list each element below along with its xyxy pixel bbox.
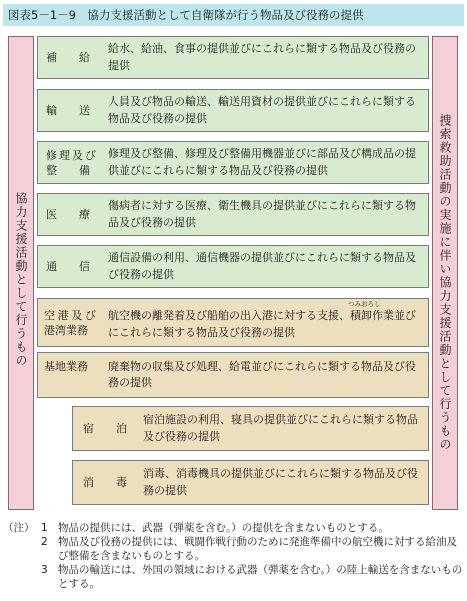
- row-description: 人員及び物品の輸送、輸送用資材の提供並びにこれらに類する物品及び役務の提供: [108, 95, 416, 125]
- row-label: 補 給: [46, 51, 90, 64]
- row-base-operations: [37, 352, 429, 398]
- row-description: 修理及び整備、修理及び整備用機器並びに部品及び構成品の提供並びにこれらに類する物品及び役務の提供: [108, 147, 416, 177]
- row-description: 消毒、消毒機具の提供並びにこれらに類する物品及び役務の提供: [143, 467, 418, 497]
- row-label: 医 療: [46, 208, 90, 221]
- row-label: 消 毒: [83, 476, 127, 489]
- footnotes: [3, 521, 464, 591]
- right-column-category: [432, 36, 458, 510]
- row-label: 宿 泊: [83, 422, 127, 435]
- footnote-number: 1: [41, 522, 48, 534]
- footnote-text: 物品の提供には、武器（弾薬を含む。）の提供を含まないものとする。: [58, 522, 389, 534]
- row-repair-maintenance: [37, 141, 429, 184]
- footnote-item: [3, 521, 464, 535]
- row-description: 通信設備の利用、通信機器の提供並びにこれらに類する物品及び役務の提供: [108, 251, 416, 281]
- row-label: 修理及び整 備: [46, 148, 96, 177]
- row-label: 輸 送: [46, 104, 90, 117]
- row-description: 給水、給油、食事の提供並びにこれらに類する物品及び役務の提供: [108, 42, 416, 72]
- row-label: 空港及び港湾業務: [44, 308, 96, 337]
- row-description: 航空機の離発着及び船舶の出入港に対する支援、 つみおろし 積卸作業並びにこれらに類する物品及び役務の提供: [108, 300, 416, 339]
- row-disinfection: [72, 460, 429, 505]
- footnote-number: 2: [41, 536, 48, 548]
- ruby-annotation: つみおろし 積卸: [348, 300, 381, 322]
- footnote-number: 3: [41, 564, 48, 576]
- row-airport-harbor: [37, 298, 429, 347]
- footnote-text: 物品及び役務の提供には、戦闘作戦行動のために発進準備中の航空機に対する給油及び整備を含まないものとする。: [58, 536, 457, 562]
- footnote-item: [3, 535, 464, 563]
- left-column-category: [8, 36, 34, 510]
- figure-title: 図表5－1－9 協力支援活動として自衛隊が行う物品及び役務の提供: [3, 4, 464, 26]
- row-medical: [37, 193, 429, 236]
- row-label: 通 信: [46, 260, 90, 273]
- right-column-label: 捜索救助活動の実施に伴い協力支援活動として行うもの: [438, 114, 452, 452]
- row-label: 基地業務: [44, 360, 88, 373]
- row-transport: [37, 89, 429, 132]
- left-column-label: 協力支援活動として行うもの: [14, 192, 28, 368]
- footnote-text: 物品の輸送には、外国の領域における武器（弾薬を含む。）の陸上輸送を含まないものとする。: [58, 564, 463, 590]
- row-description: 傷病者に対する医療、衛生機具の提供並びにこれらに類する物品及び役務の提供: [108, 199, 416, 229]
- row-lodging: [72, 406, 429, 451]
- row-supply: [37, 36, 429, 79]
- row-description: 廃棄物の収集及び処理、給電並びにこれらに類する物品及び役務の提供: [108, 359, 416, 389]
- row-description: 宿泊施設の利用、寝具の提供並びにこれらに類する物品及び役務の提供: [143, 413, 418, 443]
- footnote-item: [3, 563, 464, 591]
- row-communication: [37, 245, 429, 288]
- footnote-marker: （注）: [3, 522, 35, 534]
